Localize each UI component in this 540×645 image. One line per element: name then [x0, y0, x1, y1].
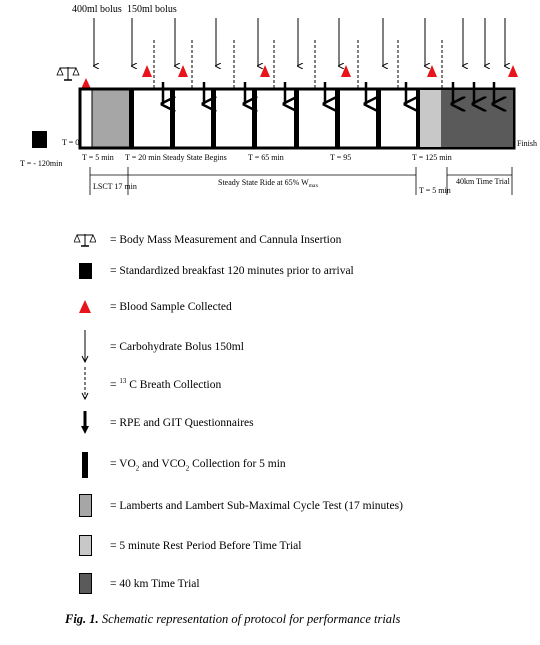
black-square-icon — [60, 263, 110, 279]
legend-item-scale — [60, 232, 341, 248]
caption-text: Schematic representation of protocol for performance trials — [98, 612, 401, 626]
legend-text: = RPE and GIT Questionnaires — [110, 417, 254, 429]
vo2-bar — [376, 89, 381, 148]
vo2-bar — [335, 89, 340, 148]
vo2-bar — [211, 89, 216, 148]
legend-text: = Blood Sample Collected — [110, 300, 232, 313]
breakfast-marker — [32, 131, 47, 148]
lsct-block — [92, 90, 131, 147]
tt-swatch-icon — [60, 573, 110, 594]
vo2-bar — [416, 89, 420, 148]
scale-icon — [57, 67, 79, 80]
label-t65: T = 65 min — [248, 153, 284, 162]
lsct-swatch-icon — [60, 494, 110, 517]
label-tt: 40km Time Trial — [456, 177, 510, 186]
dashed-arrow-icon — [60, 367, 110, 400]
label-t20: T = 20 min Steady State Begins — [125, 153, 227, 162]
legend-item-rest — [60, 535, 301, 556]
label-t-minus-120: T = - 120min — [20, 159, 63, 168]
vo2-bar — [252, 89, 257, 148]
blood-sample-marker — [142, 65, 152, 77]
bolus-150-label: 150ml bolus — [127, 4, 177, 15]
legend-item-tt — [60, 573, 200, 594]
rest-block — [419, 90, 441, 147]
protocol-timeline — [0, 0, 540, 200]
legend-text: = Standardized breakfast 120 minutes prior to arrival — [110, 265, 354, 277]
legend-text: = Lamberts and Lambert Sub-Maximal Cycle Test (17 minutes) — [110, 499, 403, 512]
figure-label: Fig. 1. — [65, 612, 99, 626]
legend-text: = $VO_2$ and $VCO_2$ Collection for 5 min — [110, 457, 286, 473]
legend-item-breath — [60, 367, 221, 400]
blood-sample-marker — [260, 65, 270, 77]
legend-item-vo2 — [60, 452, 286, 478]
label-t0: T = 0 — [62, 138, 80, 147]
vo2-bar — [294, 89, 299, 148]
black-bar-icon — [60, 452, 110, 478]
legend-item-lsct — [60, 494, 403, 517]
legend-item-bolus — [60, 330, 244, 363]
blood-sample-marker — [427, 65, 437, 77]
legend-item-blood — [60, 300, 232, 313]
label-t5: T = 5 min — [82, 153, 114, 162]
legend-text: = $^{13}$ C Breath Collection — [110, 376, 222, 391]
blood-sample-marker — [178, 65, 188, 77]
label-t5-rest: T = 5 min — [419, 186, 451, 195]
blood-sample-marker — [341, 65, 351, 77]
legend-item-questionnaire — [60, 411, 254, 435]
legend-text: = 5 minute Rest Period Before Time Trial — [110, 539, 302, 552]
red-triangle-icon — [60, 300, 110, 313]
bold-arrow-icon — [60, 411, 110, 435]
figure-caption — [65, 612, 400, 627]
scale-icon — [60, 232, 110, 248]
legend-item-breakfast — [60, 263, 354, 279]
thin-arrow-icon — [60, 330, 110, 363]
blood-sample-marker — [508, 65, 518, 77]
vo2-bar — [129, 89, 134, 148]
rest-swatch-icon — [60, 535, 110, 556]
blood-sample-marker — [81, 78, 91, 89]
label-finish: Finish — [517, 139, 538, 148]
label-steady-state: Steady State Ride at 65% $W_{max}$ — [218, 178, 319, 189]
legend-text: = Carbohydrate Bolus 150ml — [110, 340, 244, 353]
legend-text: = Body Mass Measurement and Cannula Insertion — [110, 234, 342, 246]
label-lsct: LSCT 17 min — [93, 182, 137, 191]
legend-text: = 40 km Time Trial — [110, 577, 200, 590]
vo2-bar — [170, 89, 175, 148]
label-t125: T = 125 min — [412, 153, 452, 162]
label-t95: T = 95 — [330, 153, 352, 162]
bolus-400-label: 400ml bolus — [72, 4, 122, 15]
